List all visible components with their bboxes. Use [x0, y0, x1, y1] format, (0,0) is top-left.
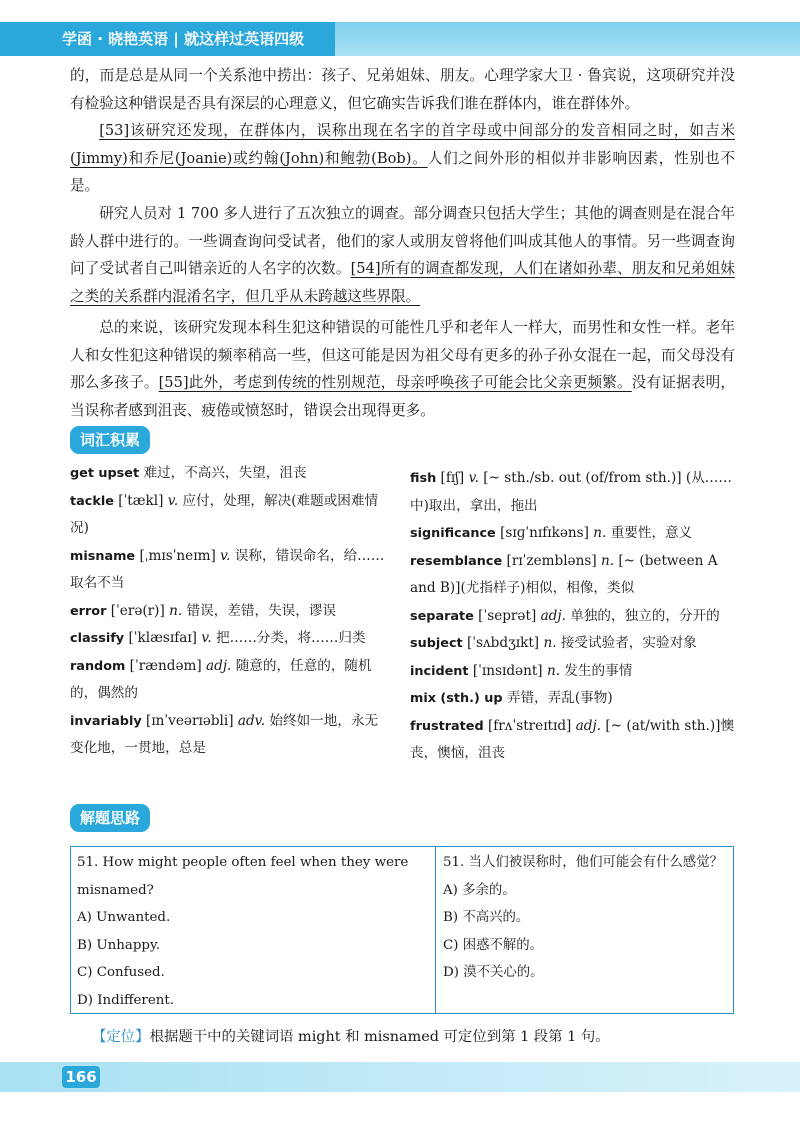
paragraph-4-end: 没有证据表明，当误称者感到沮丧、疲倦或愤怒时，错误会出现得更多。 [70, 374, 735, 419]
question-box-divider [435, 847, 436, 1013]
header-title: 学函 · 晓艳英语 | 就这样过英语四级 [0, 22, 335, 56]
footer-band [0, 1062, 800, 1092]
underlined-answer-55: [55]此外，考虑到传统的性别规范，母亲呼唤孩子可能会比父亲更频繁。 [158, 374, 632, 391]
vocab-entry: resemblance [rɪˈzembləns] n. [~ (between A and B)](尤指样子)相似，相像，类似 [410, 552, 718, 596]
vocab-entry: separate [ˈseprət] adj. 单独的，独立的，分开的 [410, 607, 720, 624]
locate-note [92, 1024, 610, 1050]
vocab-entry: significance [sɪɡˈnɪfɪkəns] n. 重要性，意义 [410, 525, 693, 541]
vocab-entry: subject [ˈsʌbdʒɪkt] n. 接受试验者，实验对象 [410, 635, 697, 651]
passage-paragraph-4 [70, 314, 735, 424]
paragraph-4-text: 总的来说，该研究发现本科生犯这种错误的可能性几乎和老年人一样大，而男性和女性一样。老年人和女性犯这种错误的频率稍高一些，但这可能是因为祖父母有更多的孙子孙女混在一起，而父母没有那么多孩子。 [70, 319, 735, 391]
passage-paragraph-2 [70, 117, 735, 200]
paragraph-2-rest: 人们之间外形的相似并非影响因素，性别也不是。 [70, 149, 735, 194]
vocab-entry: incident [ˈɪnsɪdənt] n. 发生的事情 [410, 662, 633, 679]
vocab-entry: misname [ˌmɪsˈneɪm] v. 误称，错误命名，给……取名不当 [70, 547, 385, 591]
vocab-entry: get upset 难过，不高兴，失望，沮丧 [70, 465, 307, 481]
vocab-entry: invariably [ɪnˈveərɪəbli] adv. 始终如一地，永无变化地，一贯地，总是 [70, 712, 379, 756]
question-box [70, 846, 734, 1014]
passage-paragraph-1: 的，而是总是从同一个关系池中捞出：孩子、兄弟姐妹、朋友。心理学家大卫 · 鲁宾说，这项研究并没有检验这种错误是否具有深层的心理意义，但它确实告诉我们谁在群体内，谁在群体外。 [70, 67, 735, 112]
underlined-answer-54: [54]所有的调查都发现，人们在诸如孙辈、朋友和兄弟姐妹之类的关系群内混淆名字，但几乎从未跨越这些界限。 [70, 260, 735, 305]
vocab-column-right [410, 465, 735, 768]
vocab-entry: mix (sth.) up 弄错，弄乱(事物) [410, 690, 613, 706]
paragraph-3-text: 研究人员对 1 700 多人进行了五次独立的调查。部分调查只包括大学生；其他的调查则是在混合年龄人群中进行的。一些调查询问受试者，他们的家人或朋友曾将他们叫成其他人的事情。另一些调查询问了受试者自己叫错亲近的人名字的次数。 [70, 205, 735, 277]
vocab-entry: frustrated [frʌˈstreɪtɪd] adj. [~ (at/with sth.)]懊丧，懊恼，沮丧 [410, 717, 735, 761]
vocab-column-left [70, 460, 390, 763]
option-a-en: A) Unwanted. [77, 910, 171, 925]
vocab-entry: tackle [ˈtækl] v. 应付，处理，解决(难题或困难情况) [70, 492, 379, 536]
option-d-en: D) Indifferent. [77, 992, 175, 1008]
vocab-entry: random [ˈrændəm] adj. 随意的，任意的，随机的，偶然的 [70, 657, 372, 701]
locate-label: 【定位】 [92, 1029, 150, 1045]
vocab-entry: error [ˈerə(r)] n. 错误，差错，失误，谬误 [70, 602, 337, 619]
question-english [77, 849, 429, 1014]
option-c-en: C) Confused. [77, 965, 165, 980]
passage-paragraph-3 [70, 200, 735, 310]
option-c-zh: C) 困惑不解的。 [443, 937, 544, 953]
underlined-answer-53: [53]该研究还发现，在群体内，误称出现在名字的首字母或中间部分的发音相同之时，如吉米(Jimmy)和乔尼(Joanie)或约翰(John)和鲍勃(Bob)。 [70, 122, 735, 167]
header-band [0, 0, 800, 56]
page-number: 166 [62, 1066, 100, 1088]
locate-text: 根据题干中的关键词语 might 和 misnamed 可定位到第 1 段第 1 句。 [149, 1029, 610, 1045]
analysis-section-tag: 解题思路 [70, 804, 150, 832]
option-d-zh: D) 漠不关心的。 [443, 965, 544, 980]
question-stem-zh: 51. 当人们被误称时，他们可能会有什么感觉？ [443, 855, 723, 870]
vocab-section-tag: 词汇积累 [70, 426, 150, 454]
vocab-entry: fish [fɪʃ] v. [~ sth./sb. out (of/from sth.)] (从……中)取出，拿出，拖出 [410, 470, 732, 514]
question-chinese [443, 849, 727, 987]
option-b-en: B) Unhappy. [77, 937, 161, 953]
option-a-zh: A) 多余的。 [443, 882, 516, 898]
vocab-entry: classify [ˈklæsɪfaɪ] v. 把……分类，将……归类 [70, 630, 366, 646]
question-stem-en: 51. How might people often feel when they were misnamed? [77, 855, 409, 898]
option-b-zh: B) 不高兴的。 [443, 910, 530, 925]
